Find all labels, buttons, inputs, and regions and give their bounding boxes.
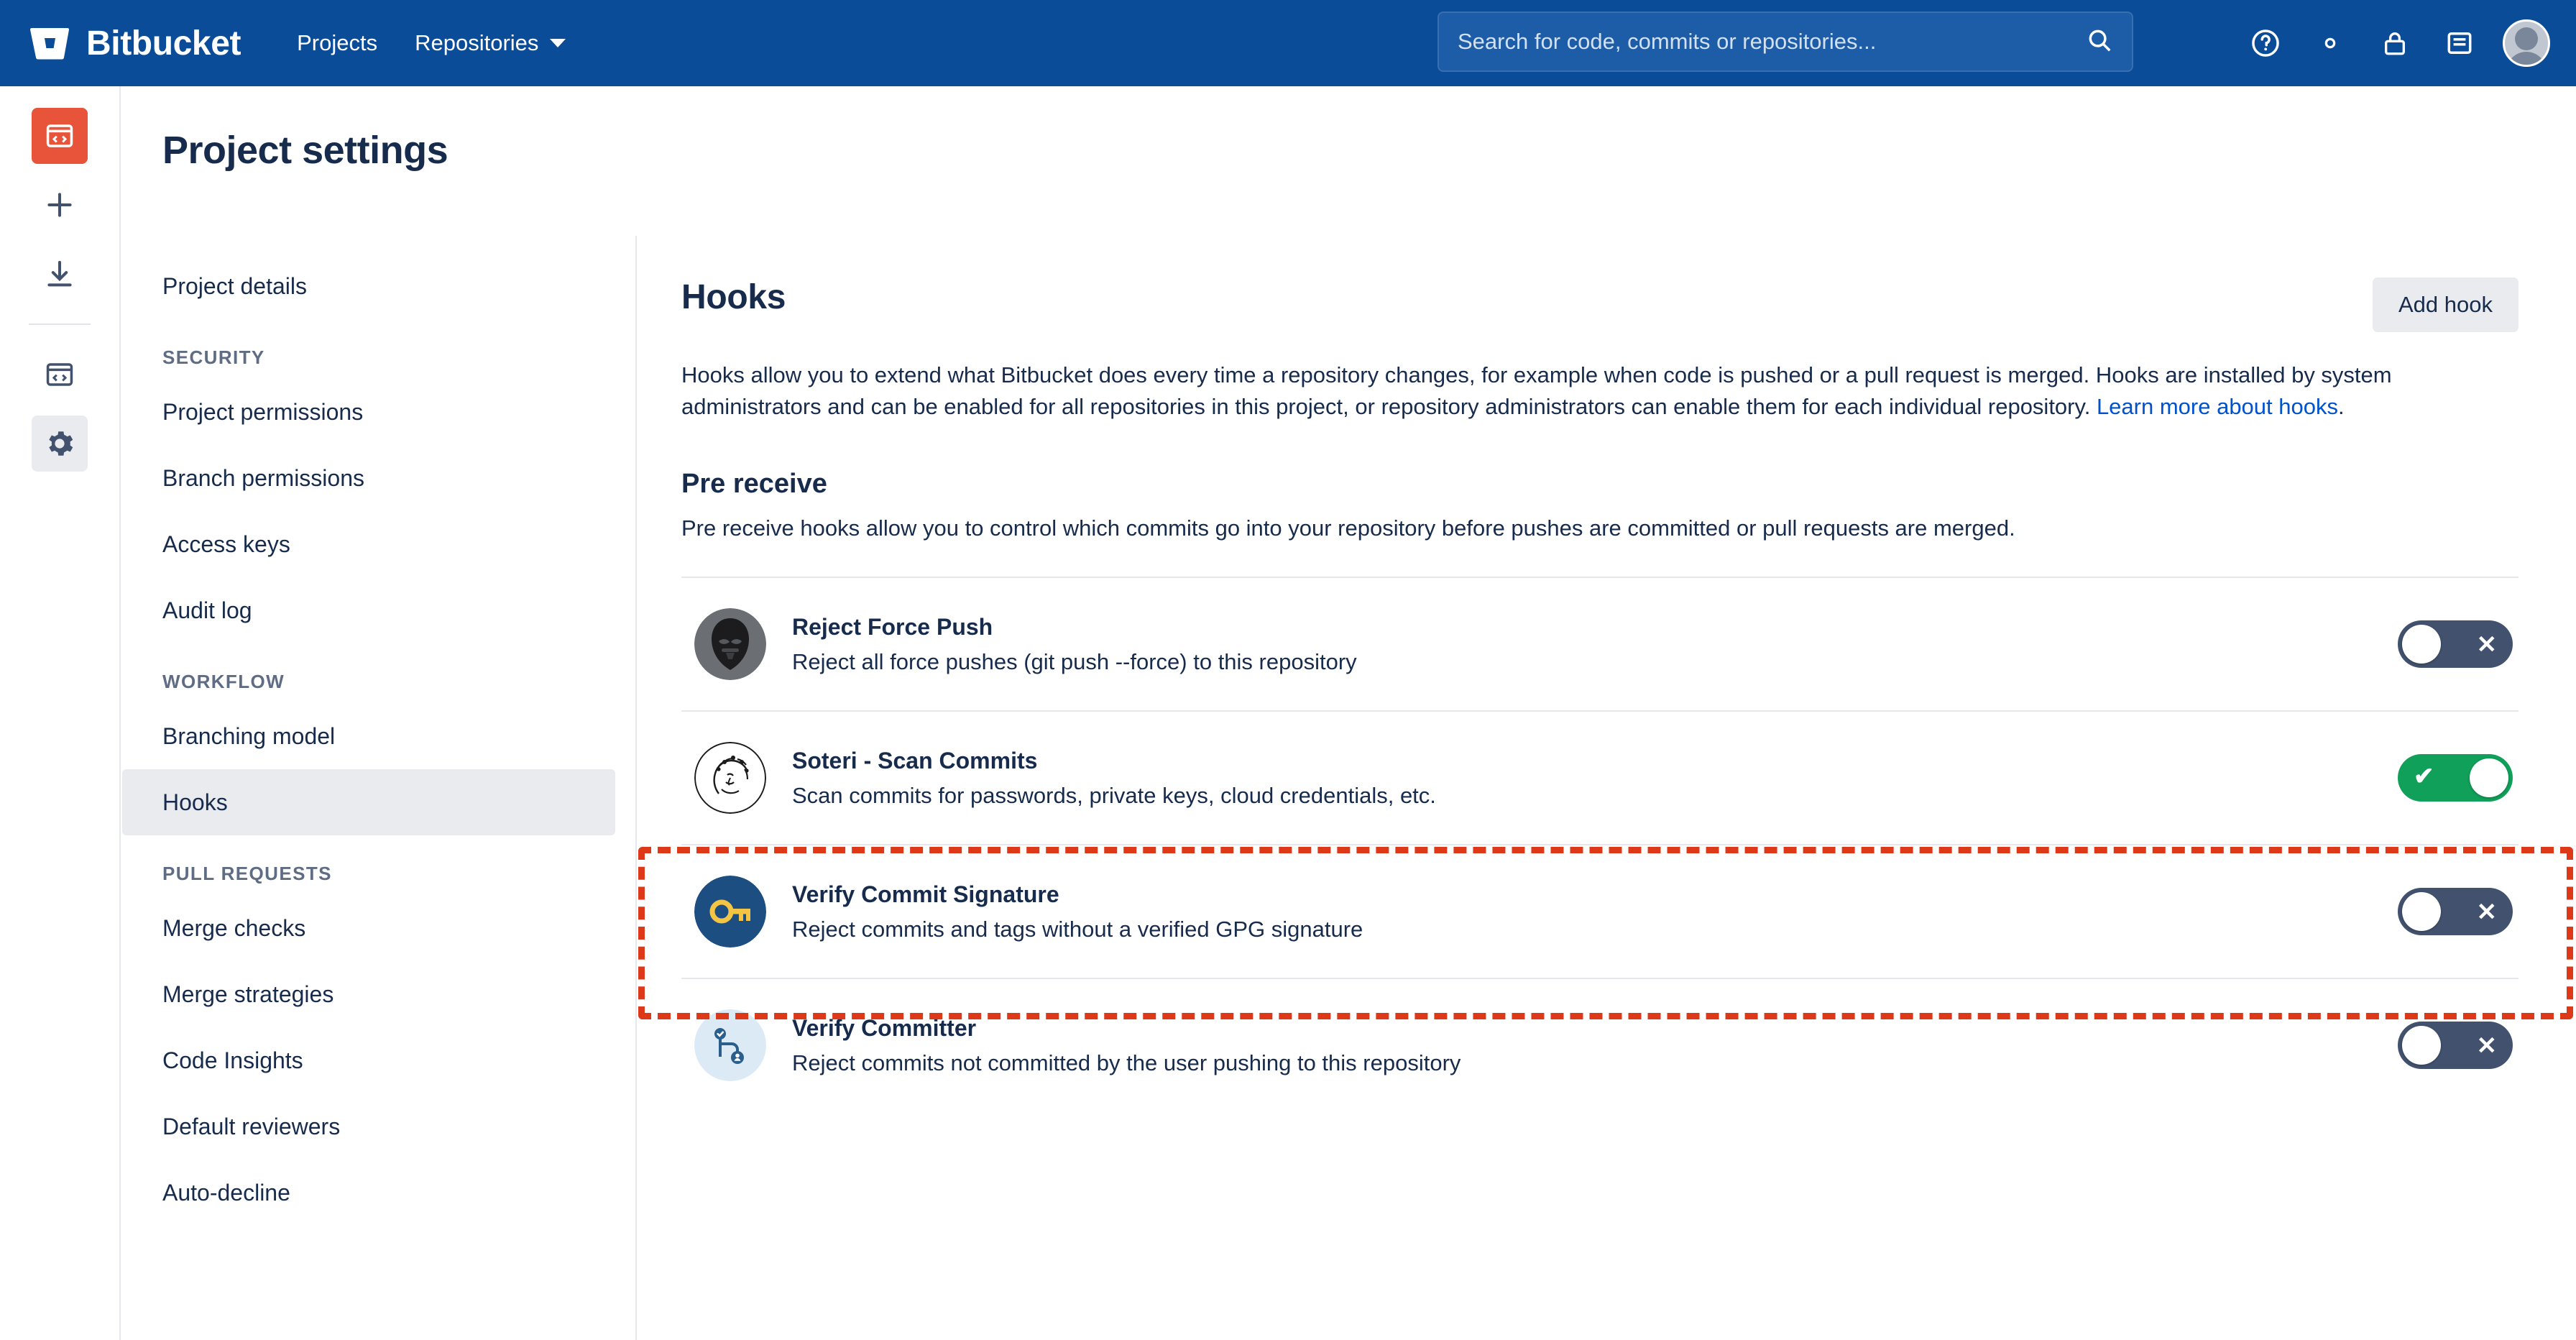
sidebar-item-label: Hooks [162, 789, 228, 815]
hook-text [792, 1015, 2398, 1076]
hook-description: Scan commits for passwords, private keys, cloud credentials, etc. [792, 782, 1436, 808]
sidebar-item-label: Audit log [162, 597, 252, 623]
commit-verify-avatar-icon [694, 1009, 766, 1081]
sidebar-item-access-keys[interactable] [122, 511, 615, 577]
table-row [681, 978, 2518, 1111]
add-hook-button[interactable]: Add hook [2373, 277, 2518, 332]
nav-link-projects[interactable] [278, 17, 396, 69]
table-row [681, 844, 2518, 978]
page-header [122, 86, 2576, 236]
table-row [681, 710, 2518, 844]
toggle-knob [2470, 758, 2508, 797]
sidebar-item-merge-strategies[interactable] [122, 961, 615, 1027]
sidebar-item-label: Auto-decline [162, 1179, 290, 1206]
help-icon[interactable] [2244, 22, 2287, 65]
bitbucket-logo-icon [29, 24, 70, 62]
table-row [681, 577, 2518, 710]
sidebar-item-label: Branching model [162, 722, 336, 749]
sidebar-item-branch-permissions[interactable] [122, 445, 615, 511]
hook-description: Reject commits not committed by the user pushing to this repository [792, 1050, 1461, 1075]
sidebar-group-security: SECURITY [162, 347, 265, 368]
rail-item-settings[interactable] [32, 416, 88, 472]
toggle-on-mark: ✔ [2414, 763, 2434, 791]
sidebar-item-hooks[interactable] [122, 769, 615, 835]
nav-link-projects-label: Projects [297, 30, 378, 55]
hooks-intro-part2: . [2338, 394, 2345, 420]
hook-text [792, 881, 2398, 942]
toggle-off-mark: ✕ [2476, 1032, 2497, 1060]
toggle-off-mark: ✕ [2476, 899, 2497, 927]
sidebar-item-label: Merge checks [162, 914, 306, 941]
sidebar-item-label: Project permissions [162, 398, 364, 425]
sidebar-item-label: Branch permissions [162, 464, 364, 491]
sidebar-item-default-reviewers[interactable] [122, 1093, 615, 1160]
hook-description: Reject commits and tags without a verified GPG signature [792, 916, 1363, 942]
settings-sidebar [122, 236, 637, 1340]
toggle-knob [2402, 1026, 2441, 1065]
main-content [637, 236, 2576, 1340]
sidebar-item-code-insights[interactable] [122, 1027, 615, 1093]
rail-item-project[interactable] [32, 108, 88, 164]
sidebar-item-merge-checks[interactable] [122, 895, 615, 961]
hook-list [681, 577, 2518, 1111]
toggle-off-mark: ✕ [2476, 631, 2497, 659]
soteri-avatar-icon [694, 742, 766, 814]
hook-toggle-verify-committer[interactable] [2398, 1022, 2513, 1069]
hook-name: Verify Commit Signature [792, 881, 1059, 907]
brand-name: Bitbucket [86, 24, 242, 63]
pre-receive-section-title: Pre receive [681, 469, 827, 500]
toggle-knob [2402, 625, 2441, 664]
hook-name: Verify Committer [792, 1014, 977, 1041]
hook-description: Reject all force pushes (git push --force) to this repository [792, 648, 1357, 674]
sidebar-item-label: Access keys [162, 531, 290, 557]
key-avatar-icon [694, 876, 766, 947]
search-container [1438, 12, 2133, 72]
sidebar-item-project-permissions[interactable] [122, 379, 615, 445]
sidebar-item-branching-model[interactable] [122, 703, 615, 769]
hooks-header [681, 277, 2518, 332]
topnav-icon-group [2244, 0, 2550, 86]
sidebar-item-label: Project details [162, 272, 307, 299]
feed-icon[interactable] [2438, 22, 2481, 65]
sidebar-item-project-details[interactable] [122, 253, 615, 319]
chevron-down-icon [550, 39, 566, 47]
search-box[interactable] [1438, 12, 2133, 72]
nav-link-repositories[interactable] [396, 17, 584, 69]
learn-more-about-hooks-link[interactable]: Learn more about hooks [2096, 394, 2338, 420]
search-input[interactable] [1458, 29, 2086, 55]
sidebar-group-pull-requests: PULL REQUESTS [162, 863, 332, 884]
hooks-title: Hooks [681, 278, 786, 316]
toggle-knob [2402, 892, 2441, 931]
darth-vader-avatar-icon [694, 608, 766, 680]
hook-toggle-reject-force-push[interactable] [2398, 620, 2513, 668]
hooks-intro-text [681, 359, 2507, 423]
top-navigation-bar [0, 0, 2576, 86]
sidebar-item-label: Code Insights [162, 1047, 303, 1073]
left-icon-rail [0, 86, 121, 1340]
brand[interactable] [29, 24, 241, 63]
hooks-intro-part1: Hooks allow you to extend what Bitbucket does every time a repository changes, for example when code is pushed or a pull request is merged. Hooks are installed by system administrators and can be enabled for all repositories in this project, or repository administrators can enable them for each individual repository. [681, 362, 2392, 420]
nav-link-repositories-label: Repositories [415, 30, 539, 55]
page-title: Project settings [162, 129, 448, 172]
pre-receive-section-description: Pre receive hooks allow you to control which commits go into your repository before pushes are committed or pull requests are merged. [681, 515, 2015, 541]
hook-text [792, 614, 2398, 675]
hook-text [792, 748, 2398, 809]
rail-item-repositories[interactable] [32, 347, 88, 403]
rail-item-import[interactable] [32, 246, 88, 302]
sidebar-item-audit-log[interactable] [122, 577, 615, 643]
gear-icon[interactable] [2309, 22, 2352, 65]
rail-divider [29, 323, 91, 325]
hook-toggle-verify-commit-signature[interactable] [2398, 888, 2513, 935]
hook-name: Reject Force Push [792, 613, 993, 640]
rail-item-create[interactable] [32, 177, 88, 233]
hook-name: Soteri - Scan Commits [792, 747, 1038, 774]
sidebar-item-label: Default reviewers [162, 1113, 341, 1139]
search-icon[interactable] [2086, 27, 2113, 58]
sidebar-item-auto-decline[interactable] [122, 1160, 615, 1226]
sidebar-item-label: Merge strategies [162, 981, 334, 1007]
lock-icon[interactable] [2373, 22, 2416, 65]
user-avatar[interactable] [2503, 19, 2550, 67]
sidebar-group-workflow: WORKFLOW [162, 671, 285, 692]
hook-toggle-soteri-scan-commits[interactable] [2398, 754, 2513, 802]
